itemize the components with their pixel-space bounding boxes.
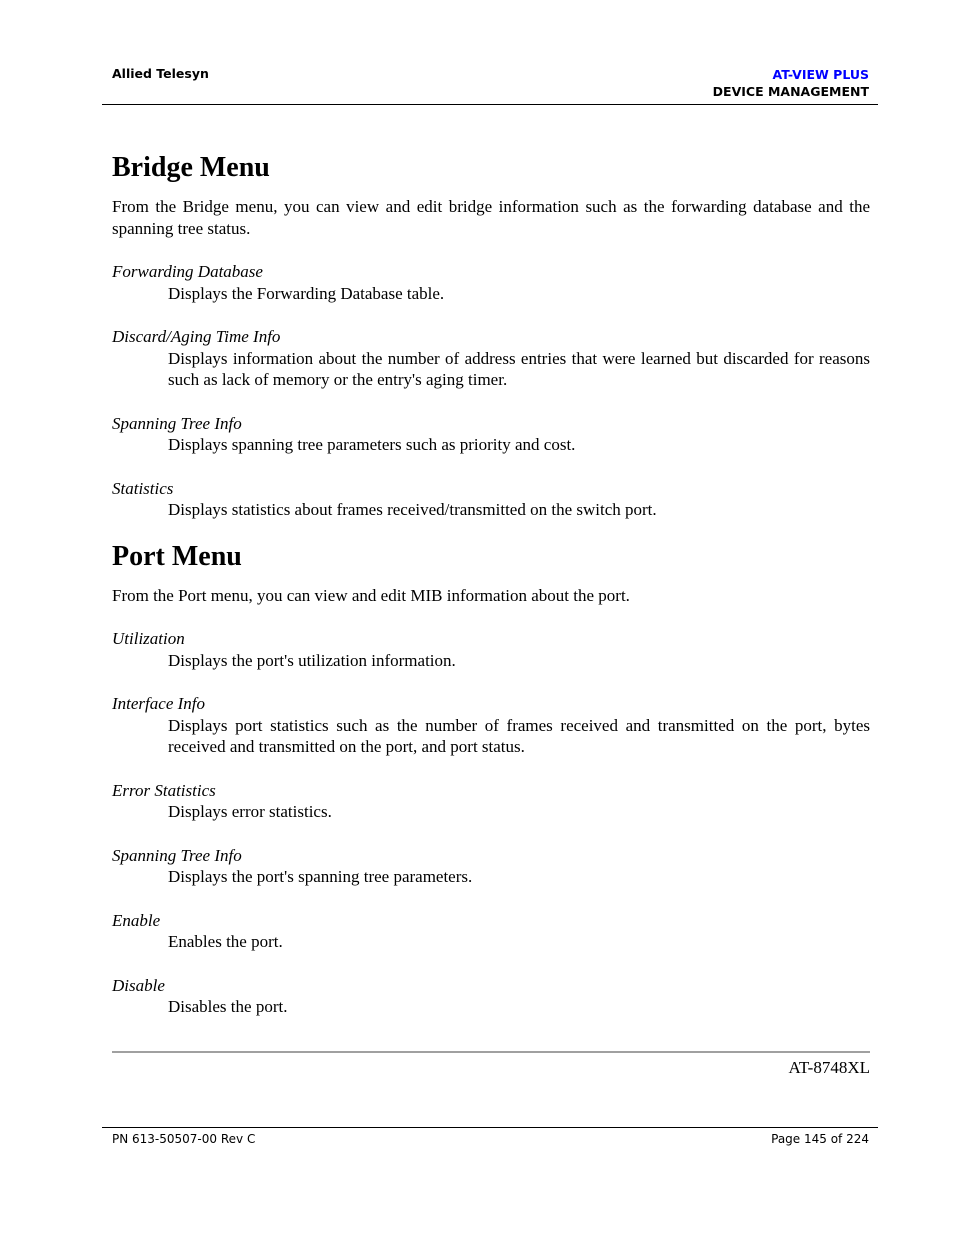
- page-content: [112, 148, 870, 1018]
- port-menu-section: [112, 537, 870, 1018]
- footer-part-number: PN 613-50507-00 Rev C: [112, 1132, 256, 1146]
- port-menu-heading: Port Menu: [112, 540, 242, 572]
- bridge-item-desc: Displays statistics about frames received/transmitted on the switch port.: [168, 500, 657, 519]
- bridge-item-desc: Displays spanning tree parameters such as priority and cost.: [168, 435, 576, 454]
- bridge-item-desc: Displays the Forwarding Database table.: [168, 283, 445, 303]
- port-item-desc: Displays error statistics.: [168, 802, 332, 821]
- bridge-item-term: Discard/Aging Time Info: [112, 327, 281, 346]
- header-divider: [102, 104, 878, 105]
- footer-page-number: Page 145 of 224: [771, 1132, 869, 1146]
- bridge-menu-intro: From the Bridge menu, you can view and edit bridge information such as the forwarding database and the spanning tree status.: [112, 197, 870, 238]
- port-item-term: Error Statistics: [112, 780, 216, 800]
- bridge-menu-heading: Bridge Menu: [112, 152, 270, 183]
- port-item-term: Utilization: [112, 629, 185, 648]
- port-item-term: Disable: [112, 975, 165, 995]
- port-item-desc: Disables the port.: [168, 997, 288, 1016]
- bridge-item-term: Spanning Tree Info: [112, 413, 242, 433]
- port-item-term: Interface Info: [112, 694, 205, 713]
- port-item-desc: Displays the port's utilization information.: [168, 650, 456, 670]
- header-product: AT-VIEW PLUS: [772, 67, 869, 82]
- port-item-desc: Enables the port.: [168, 932, 283, 951]
- model-label: AT-8748XL: [788, 1058, 870, 1077]
- bridge-item-desc: Displays information about the number of address entries that were learned but discarded for reasons such as lack of memory or the entry's aging timer.: [168, 348, 870, 389]
- port-menu-intro: From the Port menu, you can view and edit MIB information about the port.: [112, 585, 630, 605]
- header-section: DEVICE MANAGEMENT: [712, 84, 869, 99]
- port-item-term: Enable: [112, 910, 161, 930]
- port-item-term: Spanning Tree Info: [112, 845, 242, 865]
- footer-divider: [102, 1127, 878, 1128]
- port-item-desc: Displays the port's spanning tree parameters.: [168, 867, 473, 886]
- bridge-item-term: Statistics: [112, 478, 174, 498]
- bridge-menu-section: [112, 148, 870, 521]
- header-right: [713, 66, 869, 100]
- port-item-desc: Displays port statistics such as the number of frames received and transmitted on the port, bytes received and transmitted on the port, and port status.: [168, 715, 870, 756]
- header-company: Allied Telesyn: [112, 66, 209, 81]
- bridge-item-term: Forwarding Database: [112, 262, 263, 281]
- content-footer-divider: [112, 1051, 870, 1053]
